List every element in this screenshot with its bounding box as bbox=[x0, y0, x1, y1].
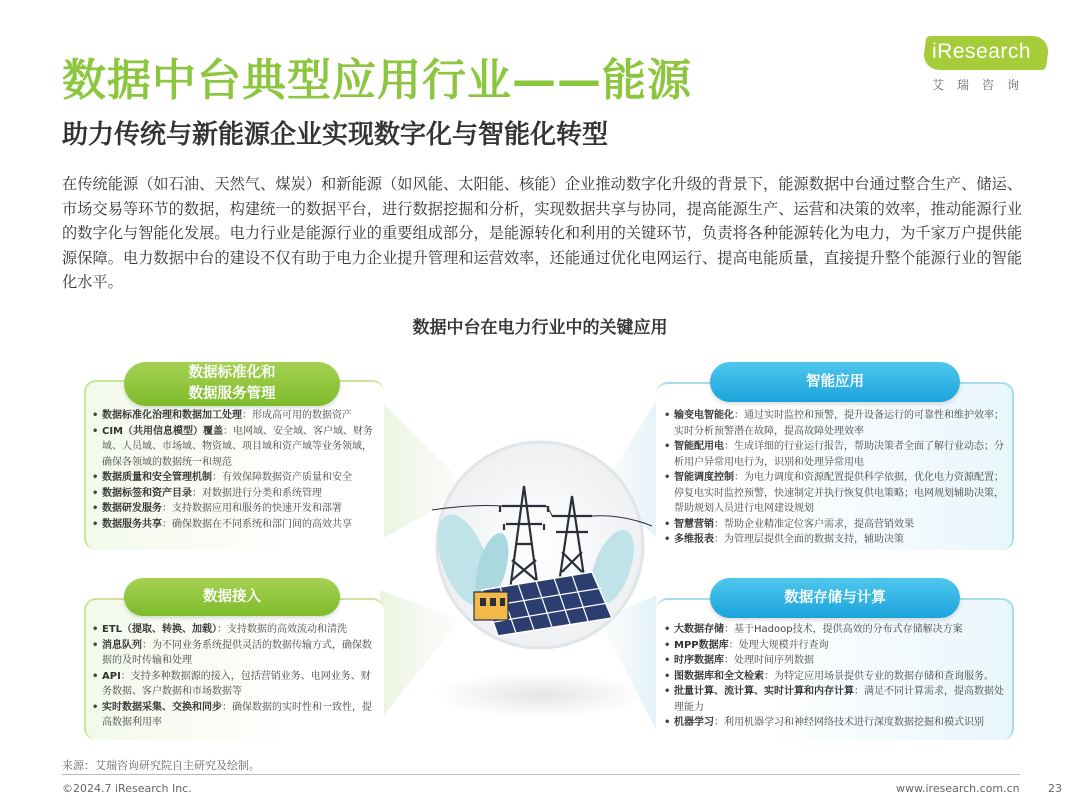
list-item: • 智能配用电：生成详细的行业运行报告，帮助决策者全面了解行业动态；分析用户异常用电行为，识别和处理异常用电 bbox=[664, 439, 1006, 470]
pill-smart-apps bbox=[710, 362, 960, 402]
intro-paragraph: 在传统能源（如石油、天然气、煤炭）和新能源（如风能、太阳能、核能）企业推动数字化升级的背景下，能源数据中台通过整合生产、储运、市场交易等环节的数据，构建统一的数据平台，进行数据挖掘和分析，实现数据共享与协同，提高能源生产、运营和决策的效率，推动能源行业的数字化与智能化发展。电力行业是能源行业的重要组成部分，是能源转化和利用的关键环节，负责将各种能源转化为电力，为千家万户提供能源保障。电力数据中台的建设不仅有助于电力企业提升管理和运营效率，还能通过优化电网运行、提高电能质量，直接提升整个能源行业的智能化水平。 bbox=[62, 175, 1022, 291]
pill-data-standard-line2: 数据服务管理 bbox=[188, 386, 276, 402]
logo-text: iResearch bbox=[932, 40, 1032, 63]
list-item: • 图数据库和全文检索：为特定应用场景提供专业的数据存储和查询服务。 bbox=[664, 669, 1006, 685]
list-item: • ETL（提取、转换、加载）：支持数据的高效流动和清洗 bbox=[92, 622, 374, 638]
list-data-standard bbox=[92, 408, 374, 532]
website-link[interactable]: www.iresearch.com.cn bbox=[896, 782, 1020, 795]
pill-data-access bbox=[124, 578, 340, 616]
list-item: • 数据标签和资产目录：对数据进行分类和系统管理 bbox=[92, 486, 374, 502]
page-number: 23 bbox=[1048, 782, 1062, 795]
pill-data-access-label: 数据接入 bbox=[203, 588, 261, 605]
list-item: • 输变电智能化：通过实时监控和预警，提升设备运行的可靠性和维护效率；实时分析预警潜在故障，提高故障处理效率 bbox=[664, 408, 1006, 439]
list-item: • 数据质量和安全管理机制：有效保障数据资产质量和安全 bbox=[92, 470, 374, 486]
storage-unit-icon bbox=[474, 592, 508, 620]
list-item: • 实时数据采集、交换和同步：确保数据的实时性和一致性，提高数据利用率 bbox=[92, 700, 374, 731]
footer-divider bbox=[62, 774, 1020, 775]
list-item: • 智慧营销：帮助企业精准定位客户需求，提高营销效果 bbox=[664, 517, 1006, 533]
list-item: • CIM（共用信息模型）覆盖：电网域、安全域、客户域、财务域、人员域、市场域、物资域、项目域和资产域等业务领域，确保各领域的数据统一和规范 bbox=[92, 424, 374, 471]
source-note: 来源：艾瑞咨询研究院自主研究及绘制。 bbox=[62, 759, 260, 772]
center-shadow bbox=[432, 672, 648, 718]
pill-data-standard-line1: 数据标准化和 bbox=[188, 365, 276, 381]
pill-data-standard bbox=[124, 362, 340, 406]
pill-storage-compute-label: 数据存储与计算 bbox=[784, 589, 886, 606]
logo-cn-text: 艾瑞咨询 bbox=[932, 78, 1033, 92]
list-item: • 批量计算、流计算、实时计算和内存计算：满足不同计算需求，提高数据处理能力 bbox=[664, 684, 1006, 715]
list-data-access bbox=[92, 622, 374, 731]
diagram-title: 数据中台在电力行业中的关键应用 bbox=[412, 318, 668, 338]
list-item: • 智能调度控制：为电力调度和资源配置提供科学依据，优化电力资源配置；停复电实时监控预警，快速制定并执行恢复供电策略；电网规划辅助决策，帮助规划人员进行电网建设规划 bbox=[664, 470, 1006, 517]
list-item: • 多维报表：为管理层提供全面的数据支持，辅助决策 bbox=[664, 532, 1006, 548]
list-item: • 数据标准化治理和数据加工处理：形成高可用的数据资产 bbox=[92, 408, 374, 424]
list-item: • 机器学习：利用机器学习和神经网络技术进行深度数据挖掘和模式识别 bbox=[664, 715, 1006, 731]
power-grid-illustration bbox=[412, 440, 668, 650]
list-storage-compute bbox=[664, 622, 1006, 731]
list-item: • API：支持多种数据源的接入，包括营销业务、电网业务、财务数据、客户数据和市场数据等 bbox=[92, 669, 374, 700]
list-smart-apps bbox=[664, 408, 1006, 548]
list-item: • MPP数据库：处理大规模并行查询 bbox=[664, 638, 1006, 654]
list-item: • 消息队列：为不同业务系统提供灵活的数据传输方式，确保数据的及时传输和处理 bbox=[92, 638, 374, 669]
list-item: • 时序数据库：处理时间序列数据 bbox=[664, 653, 1006, 669]
pill-storage-compute bbox=[710, 578, 960, 618]
copyright: ©2024.7 iResearch Inc. bbox=[62, 782, 192, 795]
pill-smart-apps-label: 智能应用 bbox=[806, 373, 864, 390]
page-title: 数据中台典型应用行业——能源 bbox=[62, 55, 692, 106]
list-item: • 大数据存储：基于Hadoop技术，提供高效的分布式存储解决方案 bbox=[664, 622, 1006, 638]
list-item: • 数据服务共享：确保数据在不同系统和部门间的高效共享 bbox=[92, 517, 374, 533]
list-item: • 数据研发服务：支持数据应用和服务的快速开发和部署 bbox=[92, 501, 374, 517]
page-subtitle: 助力传统与新能源企业实现数字化与智能化转型 bbox=[62, 120, 609, 150]
